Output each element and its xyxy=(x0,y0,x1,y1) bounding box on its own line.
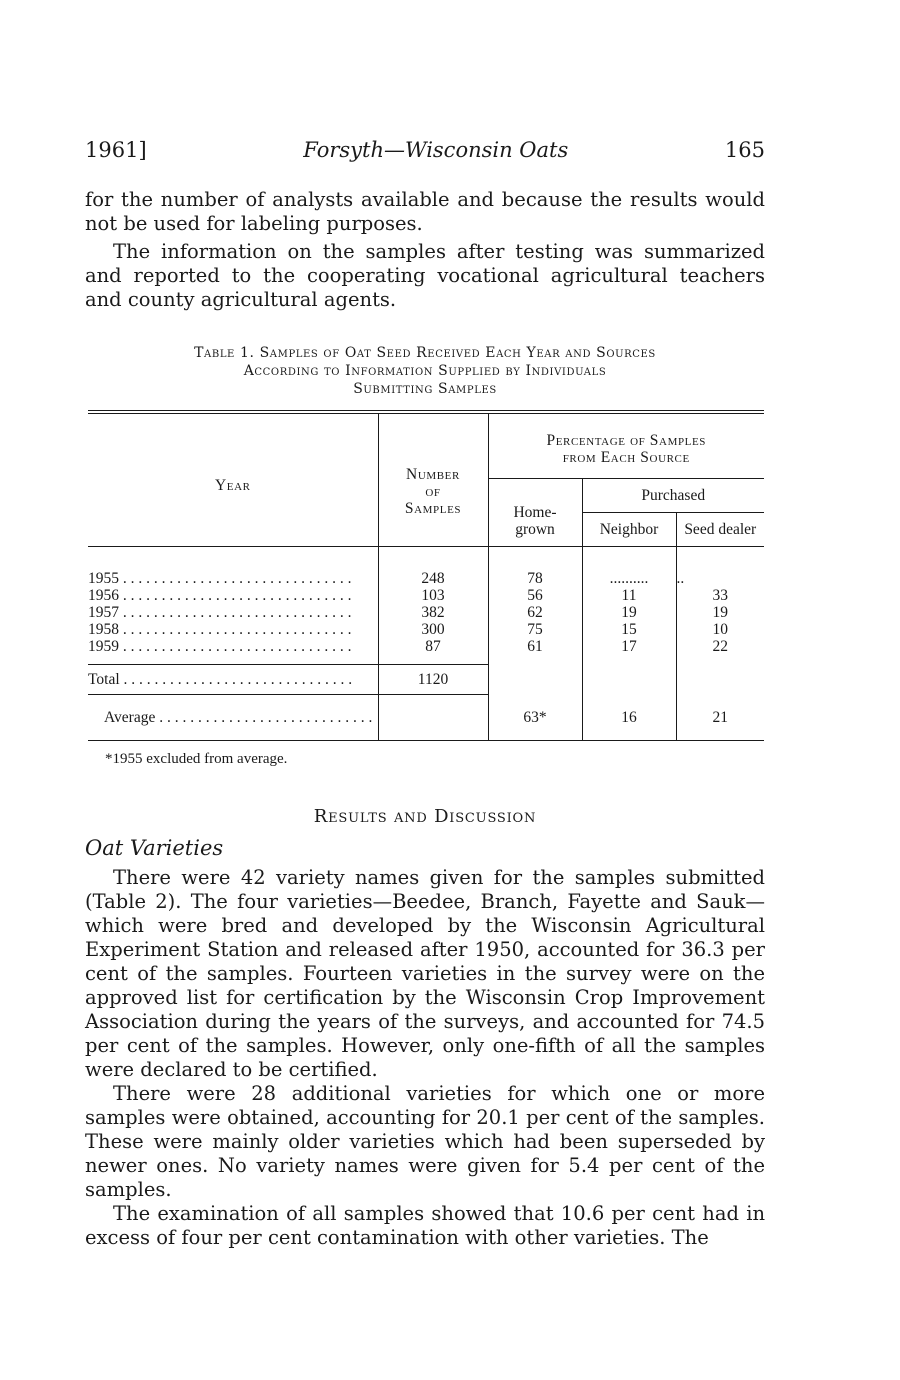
table-caption-line: Submitting Samples xyxy=(353,381,497,397)
results-paragraph-1: There were 42 variety names given for the samples submitted (Table 2). The four varieties—Beedee, Branch, Fayette and Sauk—which were bred and developed by the Wisconsin Agricultural Experiment Station and released after 1950, accounted for 36.3 per cent of the samples. Fourteen varieties in the survey were on the approved list for certification by the Wisconsin Crop Improvement Association during the years of the surveys, and accounted for 74.5 per cent of the samples. However, only one-fifth of all the samples were declared to be certified. xyxy=(85,866,765,1081)
header-page-number: 165 xyxy=(724,138,765,162)
column-header-number-line: of xyxy=(425,483,441,501)
table-row xyxy=(88,604,764,621)
table-row xyxy=(88,570,764,587)
column-header-year: Year xyxy=(88,412,378,546)
samples-table-container xyxy=(88,410,764,741)
column-header-purchased: Purchased xyxy=(582,478,764,512)
table-row xyxy=(88,638,764,655)
cell-seed-dealer: 10 xyxy=(676,621,764,638)
table-caption xyxy=(90,344,760,398)
average-label: Average xyxy=(104,708,156,726)
cell-number: 87 xyxy=(378,638,488,655)
section-heading: Results and Discussion xyxy=(313,806,537,827)
table-caption-line: According to Information Supplied by Individuals xyxy=(243,363,607,379)
cell-neighbor: 11 xyxy=(582,587,676,604)
running-header xyxy=(85,138,765,162)
row-year: 1959 xyxy=(88,638,119,655)
intro-paragraph-1: for the number of analysts available and because the results would not be used for labeling purposes. xyxy=(85,188,765,235)
column-header-homegrown-line: Home- xyxy=(513,504,557,521)
cell-average-neighbor: 16 xyxy=(582,694,676,740)
cell-homegrown: 56 xyxy=(488,587,582,604)
column-header-number-line: Samples xyxy=(404,500,462,518)
cell-homegrown: 75 xyxy=(488,621,582,638)
cell-homegrown: 62 xyxy=(488,604,582,621)
row-year: 1957 xyxy=(88,604,119,621)
row-year: 1958 xyxy=(88,621,119,638)
row-year: 1956 xyxy=(88,587,119,604)
results-paragraph-3: The examination of all samples showed that 10.6 per cent had in excess of four per cent contamination with other varieties. The xyxy=(85,1202,765,1249)
cell-seed-dealer: 33 xyxy=(676,587,764,604)
cell-number: 103 xyxy=(378,587,488,604)
cell-neighbor: 19 xyxy=(582,604,676,621)
total-row xyxy=(88,664,764,694)
cell-homegrown: 61 xyxy=(488,638,582,655)
cell-neighbor: 17 xyxy=(582,638,676,655)
leader-dots: . . . . . . . . . . . . . . . . . . . . . . . . . . . . . . xyxy=(119,570,352,587)
column-header-percentage xyxy=(488,412,764,478)
cell-seed-dealer: 22 xyxy=(676,638,764,655)
table-row xyxy=(88,587,764,604)
column-header-percentage-line: from Each Source xyxy=(562,448,690,466)
leader-dots: . . . . . . . . . . . . . . . . . . . . . . . . . . . . . . xyxy=(119,587,352,604)
column-header-number xyxy=(378,412,488,546)
table-caption-line: Table 1. Samples of Oat Seed Received Each Year and Sources xyxy=(194,345,656,361)
cell-total-number: 1120 xyxy=(378,664,488,694)
samples-table xyxy=(88,410,764,741)
column-header-percentage-line: Percentage of Samples xyxy=(546,431,707,449)
table-footnote: *1955 excluded from average. xyxy=(105,751,288,767)
column-header-seed-dealer: Seed dealer xyxy=(676,512,764,546)
cell-neighbor: 15 xyxy=(582,621,676,638)
column-header-homegrown xyxy=(488,478,582,546)
results-paragraph-2: There were 28 additional varieties for which one or more samples were obtained, accounting for 20.1 per cent of the samples. These were mainly older varieties which had been superseded by newer ones. No variety names were given for 5.4 per cent of the samples. xyxy=(85,1082,765,1201)
leader-dots: . . . . . . . . . . . . . . . . . . . . . . . . . . . . . . xyxy=(119,670,353,688)
cell-number: 300 xyxy=(378,621,488,638)
leader-dots: . . . . . . . . . . . . . . . . . . . . . . . . . . . . xyxy=(155,708,373,726)
row-year: 1955 xyxy=(88,570,119,587)
header-year: 1961] xyxy=(85,138,147,162)
cell-average-seed-dealer: 21 xyxy=(676,694,764,740)
cell-average-homegrown: 63* xyxy=(488,694,582,740)
leader-dots: . . . . . . . . . . . . . . . . . . . . . . . . . . . . . . xyxy=(119,638,352,655)
leader-dots: . . . . . . . . . . . . . . . . . . . . . . . . . . . . . . xyxy=(119,621,352,638)
column-header-number-line: Number xyxy=(406,466,460,484)
cell-number: 248 xyxy=(378,570,488,587)
average-row xyxy=(88,694,764,740)
header-title: Forsyth—Wisconsin Oats xyxy=(303,138,569,162)
subsection-heading: Oat Varieties xyxy=(85,836,224,860)
cell-seed-dealer: 19 xyxy=(676,604,764,621)
leader-dots: . . . . . . . . . . . . . . . . . . . . . . . . . . . . . . xyxy=(119,604,352,621)
table-row xyxy=(88,621,764,638)
cell-seed-dealer: .. xyxy=(676,570,764,587)
cell-homegrown: 78 xyxy=(488,570,582,587)
column-header-neighbor: Neighbor xyxy=(582,512,676,546)
cell-neighbor: .......... xyxy=(582,570,676,587)
total-label: Total xyxy=(88,670,120,688)
column-header-homegrown-line: grown xyxy=(515,521,555,538)
intro-paragraph-2: The information on the samples after testing was summarized and reported to the cooperating vocational agricultural teachers and county agricultural agents. xyxy=(85,240,765,311)
cell-number: 382 xyxy=(378,604,488,621)
